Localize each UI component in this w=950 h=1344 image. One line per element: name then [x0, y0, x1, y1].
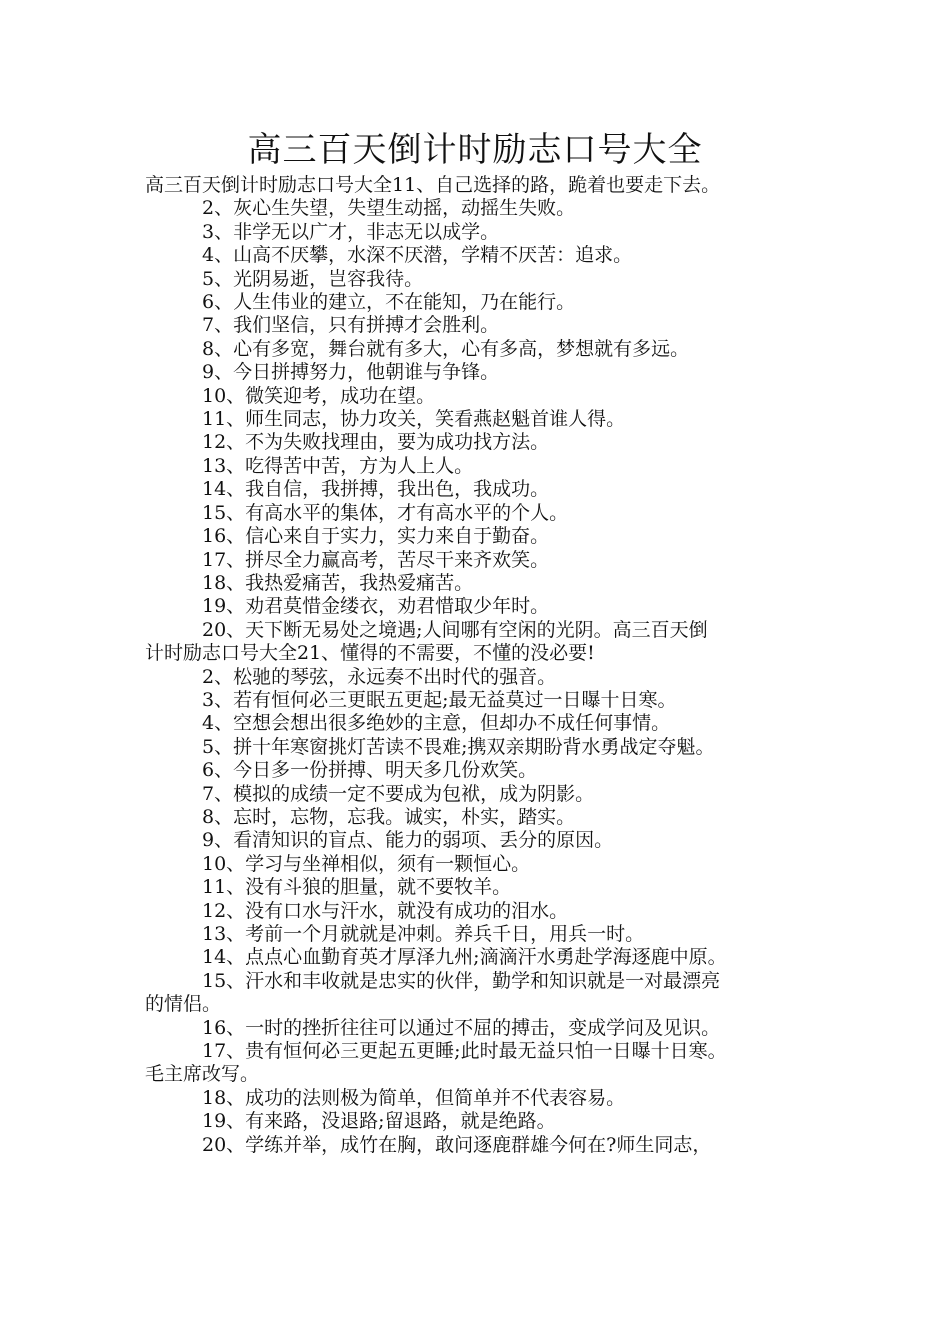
text-line: 5、拼十年寒窗挑灯苦读不畏难;携双亲期盼背水勇战定夺魁。 — [202, 735, 715, 758]
text-line: 毛主席改写。 — [145, 1063, 260, 1086]
text-line: 20、学练并举，成竹在胸，敢问逐鹿群雄今何在?师生同志， — [202, 1133, 712, 1156]
text-line: 13、考前一个月就就是冲刺。养兵千日，用兵一时。 — [202, 923, 645, 945]
text-line: 15、有高水平的集体，才有高水平的个人。 — [202, 501, 569, 524]
text-line: 17、拼尽全力赢高考，苦尽干来齐欢笑。 — [202, 548, 550, 571]
text-line: 15、汗水和丰收就是忠实的伙伴，勤学和知识就是一对最漂亮 — [202, 969, 721, 992]
text-line: 8、忘时，忘物，忘我。诚实，朴实，踏实。 — [202, 805, 576, 828]
text-line: 10、学习与坐禅相似，须有一颗恒心。 — [202, 852, 531, 875]
text-line: 12、不为失败找理由，要为成功找方法。 — [202, 431, 550, 454]
text-line: 9、看清知识的盲点、能力的弱项、丢分的原因。 — [202, 829, 614, 852]
text-line: 5、光阴易逝，岂容我待。 — [202, 267, 424, 290]
document-body — [145, 174, 825, 1157]
text-line: 4、空想会想出很多绝妙的主意，但却办不成任何事情。 — [202, 712, 671, 735]
text-line: 14、点点心血勤育英才厚泽九州;滴滴汗水勇赴学海逐鹿中原。 — [202, 946, 727, 969]
text-line: 20、天下断无易处之境遇;人间哪有空闲的光阴。高三百天倒 — [202, 618, 708, 641]
text-line: 计时励志口号大全21、懂得的不需要，不懂的没必要! — [145, 642, 595, 665]
text-line: 18、我热爱痛苦，我热爱痛苦。 — [202, 571, 474, 594]
text-line: 19、劝君莫惜金缕衣，劝君惜取少年时。 — [202, 595, 550, 618]
text-line: 6、今日多一份拼搏、明天多几份欢笑。 — [202, 759, 538, 782]
text-line: 7、我们坚信，只有拼搏才会胜利。 — [202, 314, 500, 337]
text-line: 的情侣。 — [145, 993, 222, 1016]
text-line: 19、有来路，没退路;留退路，就是绝路。 — [202, 1110, 556, 1133]
text-line: 8、心有多宽，舞台就有多大，心有多高，梦想就有多远。 — [202, 337, 690, 360]
text-line: 17、贵有恒何必三更起五更睡;此时最无益只怕一日曝十日寒。 — [202, 1040, 727, 1063]
text-line: 10、微笑迎考，成功在望。 — [202, 384, 436, 407]
text-line: 11、没有斗狼的胆量，就不要牧羊。 — [202, 876, 512, 899]
text-line: 4、山高不厌攀，水深不厌潜，学精不厌苦：追求。 — [202, 244, 633, 267]
text-line: 高三百天倒计时励志口号大全11、自己选择的路，跪着也要走下去。 — [145, 174, 721, 196]
text-line: 2、灰心生失望，失望生动摇，动摇生失败。 — [202, 197, 576, 220]
text-line: 14、我自信，我拼搏，我出色，我成功。 — [202, 478, 550, 501]
text-line: 18、成功的法则极为简单，但简单并不代表容易。 — [202, 1086, 626, 1109]
text-line: 16、信心来自于实力，实力来自于勤奋。 — [202, 525, 550, 548]
document-title: 高三百天倒计时励志口号大全 — [247, 130, 703, 170]
text-line: 2、松驰的琴弦，永远奏不出时代的强音。 — [202, 665, 557, 688]
text-line: 3、若有恒何必三更眠五更起;最无益莫过一日曝十日寒。 — [202, 688, 677, 711]
text-line: 16、一时的挫折往往可以通过不屈的搏击，变成学问及见识。 — [202, 1016, 721, 1039]
text-line: 13、吃得苦中苦，方为人上人。 — [202, 454, 474, 477]
text-line: 12、没有口水与汗水，就没有成功的泪水。 — [202, 899, 569, 922]
text-line: 3、非学无以广才，非志无以成学。 — [202, 220, 500, 243]
text-line: 6、人生伟业的建立，不在能知，乃在能行。 — [202, 291, 576, 314]
text-line: 11、师生同志，协力攻关，笑看燕赵魁首谁人得。 — [202, 408, 626, 431]
text-line: 9、今日拼搏努力，他朝谁与争锋。 — [202, 361, 500, 384]
text-line: 7、模拟的成绩一定不要成为包袱，成为阴影。 — [202, 782, 595, 805]
